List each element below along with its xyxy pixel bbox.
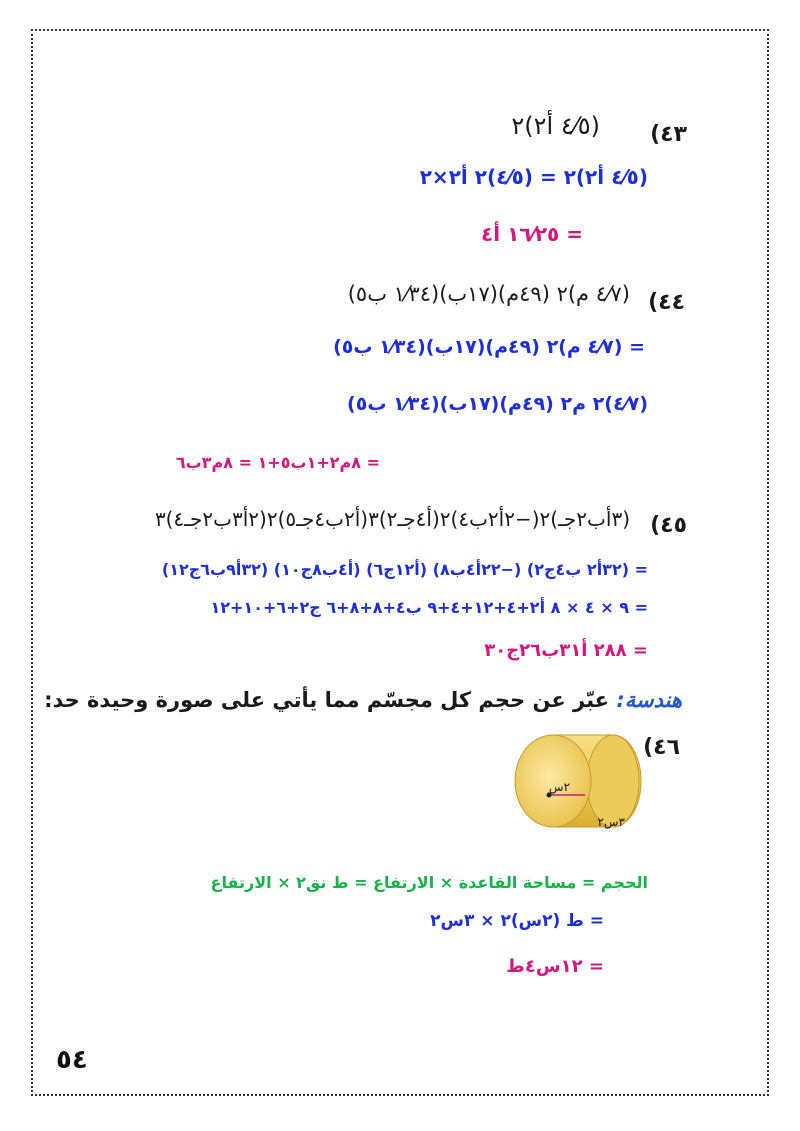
q44-number: ٤٤) [648,290,685,315]
q43-number: ٤٣) [650,122,687,147]
q44-step1: = (٤⁄٧ م)٢ (٤٩م)(١٧ب)(١⁄٣٤ ب٥) [333,336,645,358]
q44-problem: (٤⁄٧ م)٢ (٤٩م)(١٧ب)(١⁄٣٤ ب٥) [347,282,630,306]
q46-formula: الحجم = مساحة القاعدة × الارتفاع = ط نق٢ × الارتفاع [210,873,648,892]
q46-number: ٤٦) [643,735,680,760]
q46-step1: = ط (٢س)٢ × ٣س٢ [430,911,604,931]
page-number: ٥٤ [56,1045,88,1075]
q44-step2: (٤⁄٧)٢ م٢ (٤٩م)(١٧ب)(١⁄٣٤ ب٥) [347,393,648,415]
q46-result: = ١٢س٤ط [506,956,604,977]
q43-problem: (٤⁄٥ أ٢)٢ [511,112,600,140]
geometry-label: هندسة: [616,688,682,712]
height-label: ٣س٢ [597,815,625,829]
radius-label: ٢س [548,780,570,794]
q45-step2: = ٩ × ٤ × ٨ أ٢+٤+١٢+٤+٩ ب٤+٨+٨+٦ ج٢+٦+١٠+١٢ [210,598,648,617]
geometry-text: عبّر عن حجم كل مجسّم مما يأتي على صورة وحيدة حد: [44,688,609,712]
geometry-instruction [44,688,682,712]
q45-step1: = (٣٢أ٢ ب٤ج٢) (−٢٢أ٤ب٨) (أ١٢ج٦) (أ٤ب٨ج١٠) (٣٢أ٩ب٦ج١٢) [161,560,648,579]
q45-number: ٤٥) [650,513,687,538]
q44-result: = ٨م٢+١ب٥+١ = ٨م٣ب٦ [175,453,380,472]
q45-problem: (٣أب٢جـ)٢(−٢أ٢ب٤)٢(أ٤جـ٢)٣(أ٢ب٤جـ٥)٢(٢أ٣ب٢جـ٤)٣ [154,507,630,531]
q43-step1: (٤⁄٥ أ٢)٢ = (٤⁄٥)٢ أ٢×٢ [419,165,648,189]
cylinder-back-face [587,735,639,827]
q45-result: = ٢٨٨ أ٣١ب٢٦ج٣٠ [484,640,648,661]
q43-result: = ١٦⁄٢٥ أ٤ [481,222,583,246]
